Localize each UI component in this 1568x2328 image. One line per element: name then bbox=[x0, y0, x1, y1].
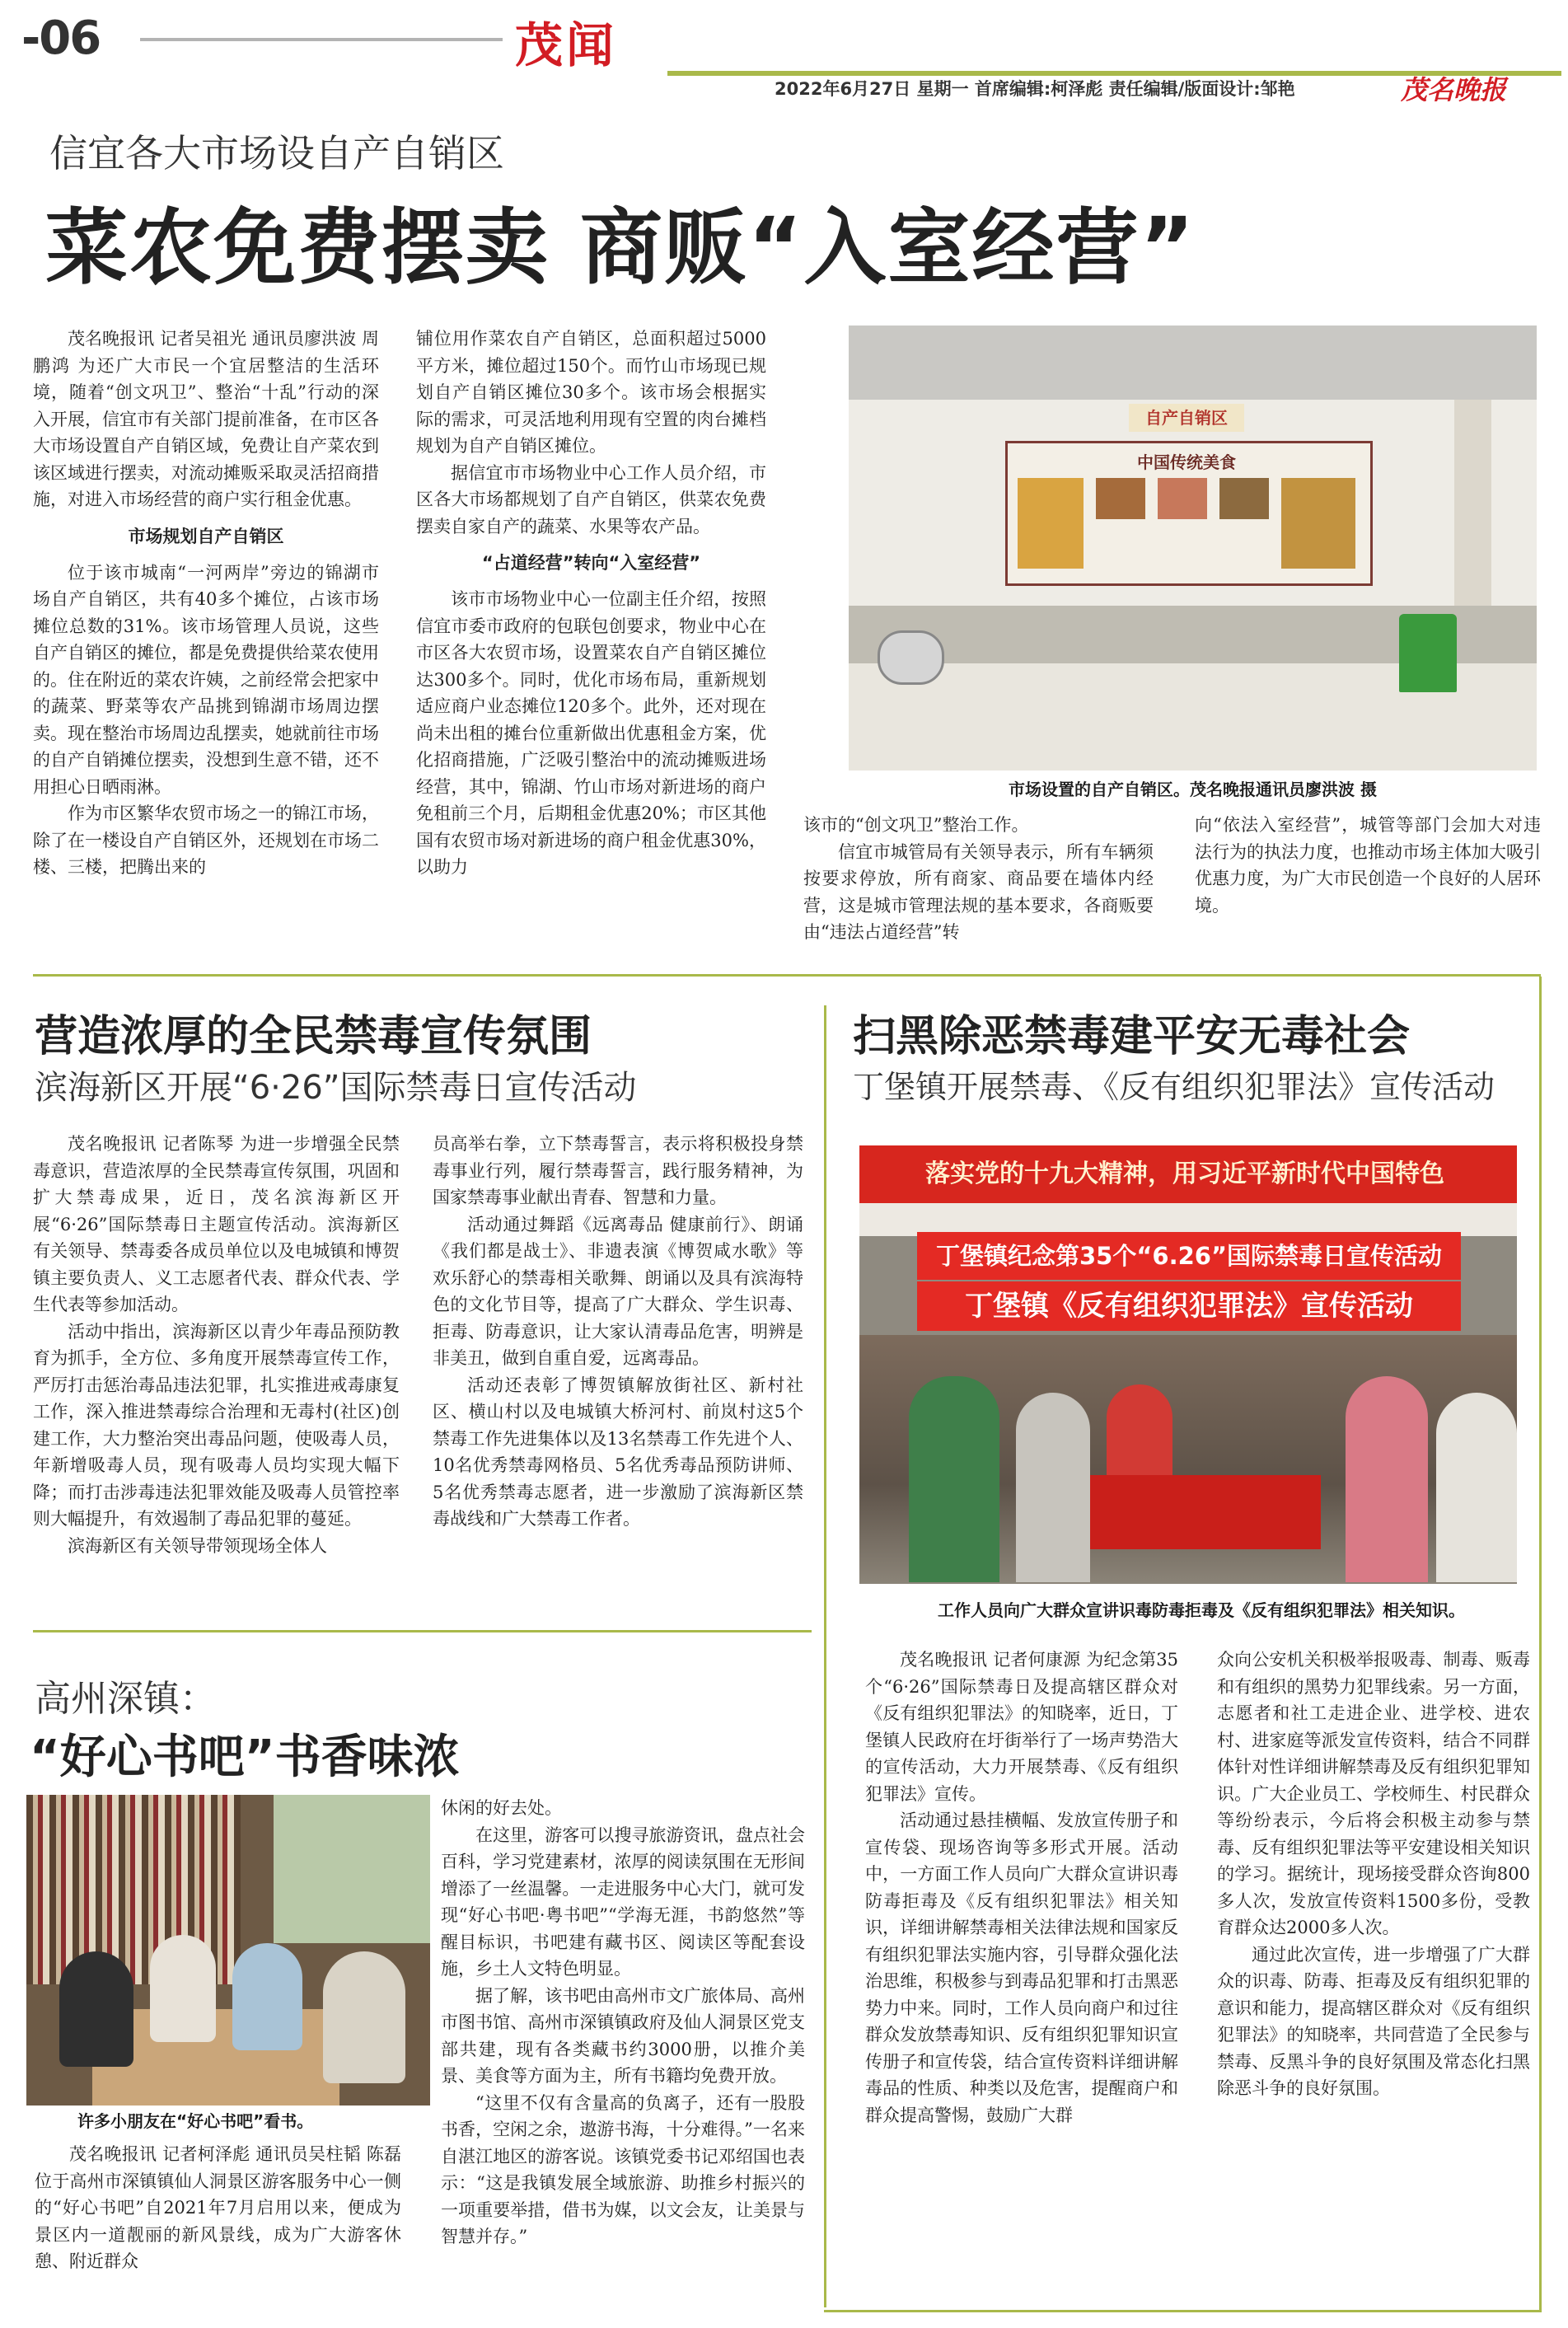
person-figure bbox=[1436, 1393, 1517, 1582]
article2-paragraph: 员高举右拳，立下禁毒誓言，表示将积极投身禁毒事业行列，履行禁毒誓言，践行服务精神，为国家禁毒事业献出青春、智慧和力量。 bbox=[433, 1134, 803, 1207]
person-figure bbox=[1346, 1376, 1428, 1582]
article3-paragraph: 众向公安机关积极举报吸毒、制毒、贩毒和有组织的黑势力犯罪线索。另一方面，志愿者和社工走进企业、进学校、进农村、进家庭等派发宣传资料，结合不同群体针对性详细讲解禁毒及反有组织犯罪知识。广大企业员工、学校师生、村民群众等纷纷表示，今后将会积极主动参与禁毒、反有组织犯罪法等平安建设相关知识的学习。据统计，现场接受群众咨询800多人次，发放宣传资料1500多份，受教育群众达2000多人次。 bbox=[1217, 1650, 1530, 1937]
article1-paragraph: 该市的“创文巩卫”整治工作。 bbox=[803, 815, 1029, 835]
article4-paragraph: 在这里，游客可以搜寻旅游资讯，盘点社会百科，学习党建素材，浓厚的阅读氛围在无形间增添了一丝温馨。一走进服务中心大门，就可发现“好心书吧·粤书吧”“学海无涯，书韵悠然”等醒目标识，书吧建有藏书区、阅读区等配套设施，乡土人文特色明显。 bbox=[441, 1824, 805, 1979]
board-image bbox=[1096, 478, 1145, 519]
red-table bbox=[1074, 1475, 1321, 1549]
bottom-rule bbox=[824, 2310, 1541, 2312]
article1-column-3 bbox=[803, 812, 1154, 946]
article2-subheadline: 滨海新区开展“6·26”国际禁毒日宣传活动 bbox=[35, 1069, 637, 1107]
article4-top-rule bbox=[33, 1630, 812, 1632]
dateline: 2022年6月27日 星期一 首席编辑:柯泽彪 责任编辑/版面设计:邹艳 bbox=[775, 79, 1295, 99]
trash-bin bbox=[1399, 614, 1457, 692]
article1-paragraph: 铺位用作菜农自产自销区，总面积超过5000平方米，摊位超过150个。而竹山市场现已规划自产自销区摊位30多个。该市场会根据实际的需求，可灵活地利用现有空置的肉台摊档规划为自产自销区摊位。 bbox=[416, 329, 766, 456]
article2-paragraph: 滨海新区有关领导带领现场全体人 bbox=[68, 1535, 327, 1556]
book-bar-photo bbox=[26, 1795, 430, 2106]
market-photo bbox=[849, 326, 1537, 771]
article3-subheadline: 丁堡镇开展禁毒、《反有组织犯罪法》宣传活动 bbox=[853, 1069, 1495, 1105]
window bbox=[274, 1795, 430, 1943]
photo-banner-top: 落实党的十九大精神，用习近平新时代中国特色 bbox=[859, 1145, 1517, 1203]
article3-headline: 扫黑除恶禁毒建平安无毒社会 bbox=[853, 1012, 1411, 1061]
floor-fan bbox=[878, 630, 944, 685]
article1-kicker: 信宜各大市场设自产自销区 bbox=[49, 131, 504, 176]
article4-paragraph: 休闲的好去处。 bbox=[441, 1798, 562, 1818]
board-image bbox=[1018, 478, 1084, 569]
photo-banner-1: 丁堡镇纪念第35个“6.26”国际禁毒日宣传活动 bbox=[917, 1232, 1461, 1280]
article4-column-1 bbox=[35, 2141, 401, 2275]
board-image bbox=[1219, 478, 1269, 519]
article2-paragraph: 活动还表彰了博贺镇解放街社区、新村社区、横山村以及电城镇大桥河村、前岚村这5个禁毒工作先进集体以及13名禁毒工作先进个人、10名优秀禁毒网格员、5名优秀毒品预防讲师、5名优秀禁毒志愿者，进一步激励了滨海新区禁毒战线和广大禁毒工作者。 bbox=[433, 1375, 803, 1529]
article1-column-4 bbox=[1195, 812, 1541, 919]
right-rule bbox=[1539, 977, 1542, 2312]
article4-paragraph: 据了解，该书吧由高州市文广旅体局、高州市图书馆、高州市深镇镇政府及仙人洞景区党支部共建，现有各类藏书约3000册，以推介美景、美食等方面为主，所有书籍均免费开放。 bbox=[441, 1985, 805, 2086]
page-number: -06 bbox=[21, 12, 101, 65]
book-bar-photo-caption: 许多小朋友在“好心书吧”看书。 bbox=[77, 2111, 314, 2131]
section-divider bbox=[33, 974, 1541, 977]
article1-paragraph: 向“依法入室经营”，城管等部门会加大对违法行为的执法力度，也推动市场主体加大吸引优惠力度，为广大市民创造一个良好的人居环境。 bbox=[1195, 815, 1541, 916]
column-divider bbox=[824, 1005, 826, 2307]
article3-column-1 bbox=[865, 1646, 1178, 2129]
child-figure bbox=[323, 1951, 405, 2083]
article3-paragraph: 通过此次宣传，进一步增强了广大群众的识毒、防毒、拒毒及反有组织犯罪的意识和能力，提高辖区群众对《反有组织犯罪法》的知晓率，共同营造了全民参与禁毒、反黑斗争的良好氛围及常态化扫黑除恶斗争的良好氛围。 bbox=[1217, 1944, 1530, 2098]
market-photo-caption: 市场设置的自产自销区。茂名晚报通讯员廖洪波 摄 bbox=[1009, 780, 1377, 799]
article1-column-2 bbox=[416, 326, 766, 881]
paper-logo: 茂名晚报 bbox=[1401, 74, 1507, 105]
article2-column-1 bbox=[33, 1131, 400, 1559]
article1-paragraph: 作为市区繁华农贸市场之一的锦江市场，除了在一楼设自产自销区外，还规划在市场二楼、三楼，把腾出来的 bbox=[33, 803, 379, 877]
article2-lead: 茂名晚报讯 记者陈琴 为进一步增强全民禁毒意识，营造浓厚的全民禁毒宣传氛围，巩固和扩大禁毒成果，近日，茂名滨海新区开展“6·26”国际禁毒日主题宣传活动。滨海新区有关领导、禁毒委各成员单位以及电城镇和博贺镇主要负责人、义工志愿者代表、群众代表、学生代表等参加活动。 bbox=[33, 1134, 400, 1314]
article4-headline: “好心书吧”书香味浓 bbox=[30, 1731, 460, 1784]
article1-column-1 bbox=[33, 326, 379, 881]
article4-kicker: 高州深镇： bbox=[35, 1678, 216, 1720]
section-name: 茂闻 bbox=[515, 17, 618, 73]
child-figure bbox=[150, 1935, 216, 2042]
article2-paragraph: 活动通过舞蹈《远离毒品 健康前行》、朗诵《我们都是战士》、非遗表演《博贺咸水歌》等欢乐舒心的禁毒相关歌舞、朗诵以及具有滨海特色的文化节目等，提高了广大群众、学生识毒、拒毒、防毒意识，让大家认清毒品危害，明辨是非美丑，做到自重自爱，远离毒品。 bbox=[433, 1214, 803, 1368]
article4-paragraph: “这里不仅有含量高的负离子，还有一股股书香，空闲之余，遨游书海，十分难得。”一名来自湛江地区的游客说。该镇党委书记邓绍国也表示：“这是我镇发展全域旅游、助推乡村振兴的一项重要举措，借书为媒，以文会友，让美景与智慧并存。” bbox=[441, 2092, 805, 2246]
person-figure bbox=[909, 1376, 999, 1582]
article3-lead: 茂名晚报讯 记者何康源 为纪念第35个“6·26”国际禁毒日及提高辖区群众对《反有组织犯罪法》的知晓率，近日，丁堡镇人民政府在圩街举行了一场声势浩大的宣传活动，大力开展禁毒、《反有组织犯罪法》宣传。 bbox=[865, 1650, 1178, 1804]
article1-lead: 茂名晚报讯 记者吴祖光 通讯员廖洪波 周鹏鸿 为还广大市民一个宜居整洁的生活环境，随着“创文巩卫”、整治“十乱”行动的深入开展，信宜市有关部门提前准备，在市区各大市场设置自产自销区域，免费让自产菜农到该区域进行摆卖，对流动摊贩采取灵活招商措施，对进入市场经营的商户实行租金优惠。 bbox=[33, 329, 379, 509]
market-sign-1: 自产自销区 bbox=[1129, 404, 1244, 432]
child-figure bbox=[232, 1943, 302, 2050]
article2-column-2 bbox=[433, 1131, 803, 1533]
antidrug-photo bbox=[859, 1145, 1517, 1584]
article1-paragraph: 位于该市城南“一河两岸”旁边的锦湖市场自产自销区，共有40多个摊位，占该市场摊位总数的31%。该市场管理人员说，这些自产自销区的摊位，都是免费提供给菜农使用的。住在附近的菜农许姨，之前经常会把家中的蔬菜、野菜等农产品挑到锦湖市场周边摆卖。现在整治市场周边乱摆卖，她就前往市场的自产自销摊位摆卖，没想到生意不错，还不用担心日晒雨淋。 bbox=[33, 562, 379, 797]
article1-headline: 菜农免费摆卖 商贩“入室经营” bbox=[45, 199, 1196, 296]
photo-wall bbox=[859, 1203, 1517, 1236]
article2-headline: 营造浓厚的全民禁毒宣传氛围 bbox=[35, 1012, 592, 1061]
article1-paragraph: 信宜市城管局有关领导表示，所有车辆须按要求停放，所有商家、商品要在墙体内经营，这是城市管理法规的基本要求，各商贩要由“违法占道经营”转 bbox=[803, 841, 1154, 942]
board-image bbox=[1158, 478, 1207, 519]
photo-banner-2: 丁堡镇《反有组织犯罪法》宣传活动 bbox=[917, 1281, 1461, 1331]
board-image bbox=[1281, 478, 1355, 569]
article1-paragraph: 该市市场物业中心一位副主任介绍，按照信宜市委市政府的包联包创要求，物业中心在市区各大农贸市场，设置菜农自产自销区摊位达300多个。同时，优化市场布局，重新规划适应商户业态摊位120多个。此外，还对现在尚未出租的摊台位重新做出优惠租金方案，优化招商措施，广泛吸引整治中的流动摊贩进场经营，其中，锦湖、竹山市场对新进场的商户免租前三个月，后期租金优惠20%；市区其他国有农贸市场对新进场的商户租金优惠30%，以助力 bbox=[416, 589, 766, 877]
article2-paragraph: 活动中指出，滨海新区以青少年毒品预防教育为抓手，全方位、多角度开展禁毒宣传工作，严厉打击惩治毒品违法犯罪，扎实推进戒毒康复工作，深入推进禁毒综合治理和无毒村(社区)创建工作，大力整治突出毒品问题，使吸毒人员，年新增吸毒人员，现有吸毒人员均实现大幅下降；而打击涉毒违法犯罪效能及吸毒人员管控率则大幅提升，有效遏制了毒品犯罪的蔓延。 bbox=[33, 1321, 400, 1529]
article1-paragraph: 据信宜市市场物业中心工作人员介绍，市区各大市场都规划了自产自销区，供菜农免费摆卖自家自产的蔬菜、水果等农产品。 bbox=[416, 462, 766, 536]
article4-lead: 茂名晚报讯 记者柯泽彪 通讯员吴柱韬 陈磊 位于高州市深镇镇仙人洞景区游客服务中心一侧的“好心书吧”自2021年7月启用以来，便成为景区内一道靓丽的新风景线，成为广大游客休憩、附近群众 bbox=[35, 2144, 401, 2271]
antidrug-photo-caption: 工作人员向广大群众宣讲识毒防毒拒毒及《反有组织犯罪法》相关知识。 bbox=[938, 1600, 1465, 1620]
article3-paragraph: 活动通过悬挂横幅、发放宣传册子和宣传袋、现场咨询等多形式开展。活动中，一方面工作人员向广大群众宣讲识毒防毒拒毒及《反有组织犯罪法》相关知识，详细讲解禁毒相关法律法规和国家反有组织犯罪法实施内容，引导群众强化法治思维，积极参与到毒品犯罪和打击黑恶势力中来。同时，工作人员向商户和过往群众发放禁毒知识、反有组织犯罪知识宣传册子和宣传袋，结合宣传资料详细讲解毒品的性质、种类以及危害，提醒商户和群众提高警惕，鼓励广大群 bbox=[865, 1810, 1178, 2125]
person-figure bbox=[1016, 1393, 1090, 1582]
article1-subhead-2: “占道经营”转向“入室经营” bbox=[481, 553, 701, 573]
person-figure bbox=[1107, 1384, 1172, 1475]
article3-column-2 bbox=[1217, 1646, 1530, 2102]
market-sign-2: 中国传统美食 bbox=[1137, 452, 1236, 472]
child-figure bbox=[59, 1951, 133, 2067]
article4-column-2 bbox=[441, 1795, 805, 2251]
header-rule-left bbox=[140, 38, 503, 41]
article1-subhead-1: 市场规划自产自销区 bbox=[128, 526, 284, 546]
market-ceiling bbox=[849, 326, 1537, 400]
